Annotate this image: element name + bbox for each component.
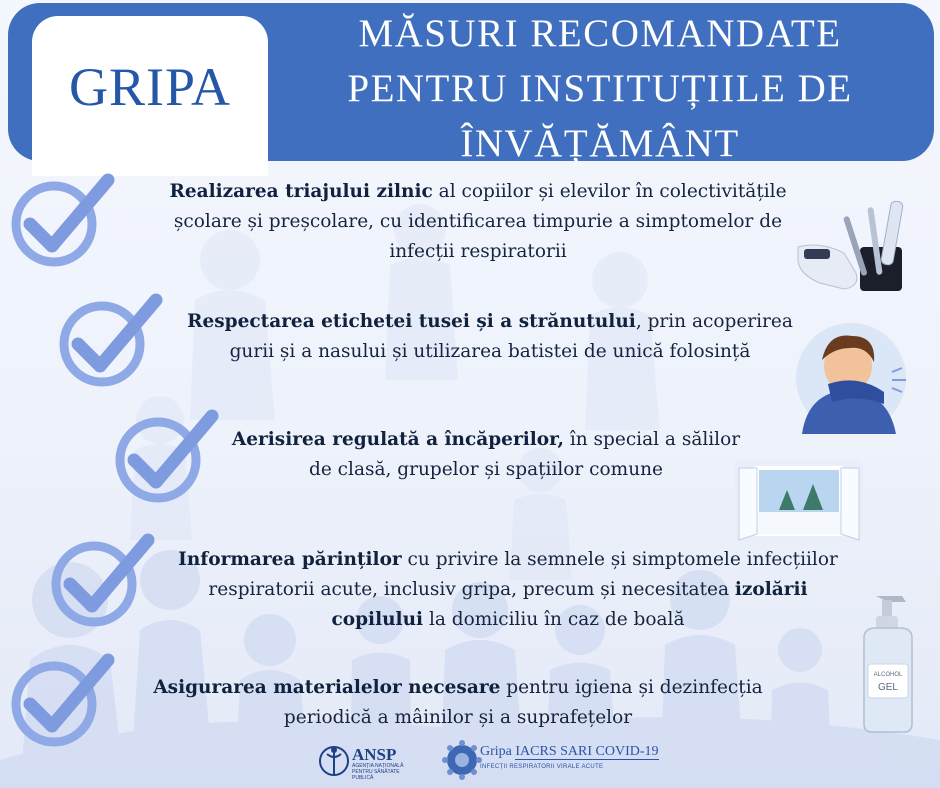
measure-bold: Respectarea etichetei tusei și a strănutului (187, 311, 636, 332)
sanitizer-label-top: ALCOHOL (873, 672, 903, 678)
measure-text: la domiciliu în caz de boală (423, 609, 685, 630)
sneezing-child-icon (788, 322, 914, 434)
measure-inform-parents (138, 545, 878, 635)
measure-text: școlare și preșcolare, cu identificarea timpurie a simptomelor de (173, 211, 783, 232)
measure-text: pentru igiena și dezinfecția (500, 677, 763, 698)
measure-text: , prin acoperirea (635, 311, 793, 332)
sanitizer-label-main: GEL (877, 682, 899, 693)
measure-text: de clasă, grupelor și spațiilor comune (309, 459, 663, 480)
gripa-badge (32, 16, 268, 176)
measure-text: al copiilor și elevilor în colectivitățile (432, 181, 787, 202)
measure-daily-triage (118, 177, 838, 267)
iacrs-prefix: Gripa (480, 744, 512, 759)
measure-bold: copilului (331, 609, 424, 630)
measure-bold: Aerisirea regulată a încăperilor, (231, 429, 564, 450)
measure-bold: Realizarea triajului zilnic (169, 181, 433, 202)
measure-ventilation (196, 425, 776, 485)
open-window-icon (735, 460, 863, 542)
measure-text: respiratorii acute, inclusiv gripa, precum și necesitatea (208, 579, 735, 600)
title-line-1: MĂSURI RECOMANDATE (358, 12, 842, 55)
iacrs-subtitle: INFECȚII RESPIRATORII VIRALE ACUTE (480, 764, 604, 770)
checkmark-icon (56, 292, 164, 392)
virus-logo-icon (442, 740, 482, 780)
ansp-subtitle: AGENȚIA NAȚIONALĂ PENTRU SĂNĂTATE PUBLICĂ (352, 763, 404, 781)
page-title (290, 6, 910, 171)
title-line-2: PENTRU INSTITUȚIILE DE (347, 67, 853, 110)
sanitizer-bottle-icon (858, 588, 918, 734)
title-line-3: ÎNVĂȚĂMÂNT (460, 122, 740, 165)
checkmark-icon (8, 652, 116, 752)
measure-bold: Asigurarea materialelor necesare (153, 677, 501, 698)
measure-text: infecții respiratorii (389, 241, 567, 262)
measure-text: în special a sălilor (563, 429, 741, 450)
ansp-name: ANSP (352, 745, 397, 764)
thermometer-icon (790, 195, 915, 295)
iacrs-name: IACRS SARI COVID-19 (515, 744, 659, 759)
measure-text: periodică a mâinilor și a suprafețelor (283, 707, 633, 728)
iacrs-title (480, 744, 659, 760)
measure-text: gurii și a nasului și utilizarea batistei de unică folosință (229, 341, 751, 362)
measure-bold: izolării (734, 579, 808, 600)
checkmark-icon (8, 172, 116, 272)
gripa-label: GRIPA (68, 57, 232, 117)
measure-text: cu privire la semnele și simptomele infecțiilor (401, 549, 838, 570)
measure-cough-etiquette (150, 307, 830, 367)
measure-hygiene-materials (118, 673, 798, 733)
measure-bold: Informarea părinților (178, 549, 402, 570)
ansp-logo-icon (318, 740, 350, 782)
